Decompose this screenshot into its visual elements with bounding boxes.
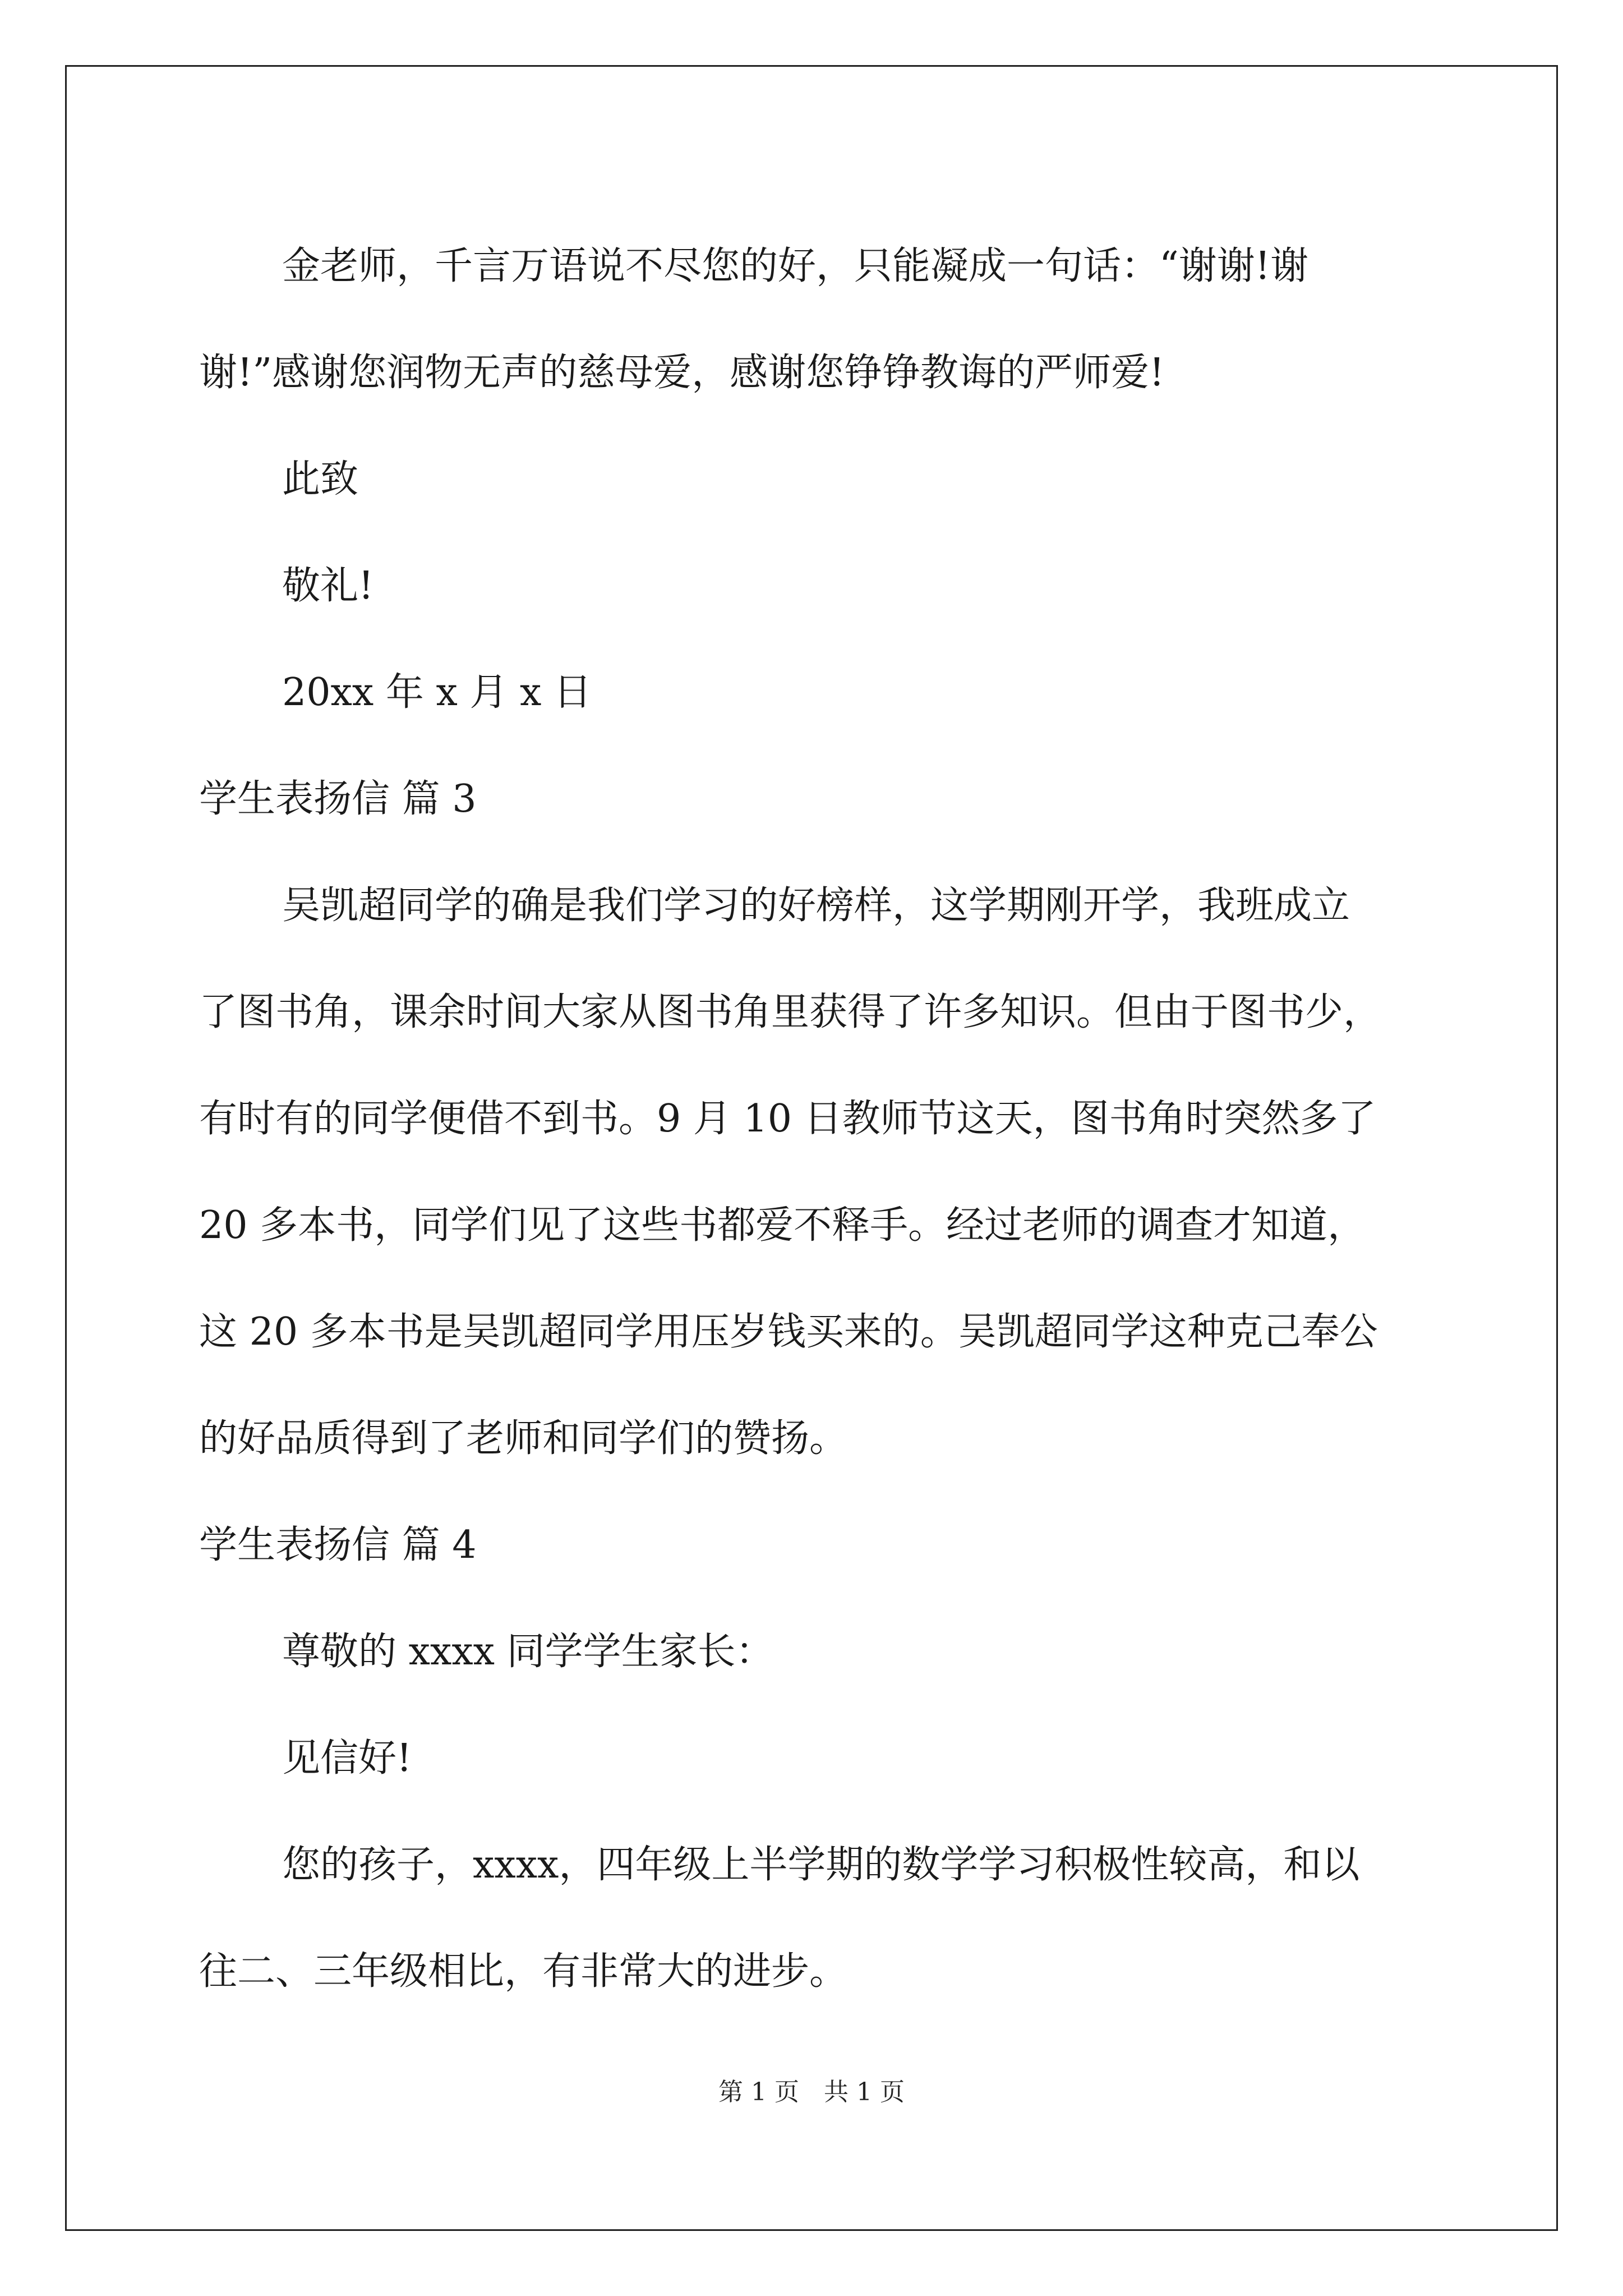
paragraph-line: 吴凯超同学的确是我们学习的好榜样，这学期刚开学，我班成立 — [282, 884, 1350, 928]
paragraph-line: 您的孩子，xxxx，四年级上半学期的数学学习积极性较高，和以 — [282, 1843, 1360, 1887]
closing-line: 此致 — [282, 457, 359, 501]
paragraph-line: 20 多本书，同学们见了这些书都爱不释手。经过老师的调查才知道， — [199, 1203, 1366, 1248]
document-body — [199, 213, 1450, 2025]
section-heading: 学生表扬信 篇 4 — [199, 1523, 477, 1567]
paragraph-line: 的好品质得到了老师和同学们的赞扬。 — [199, 1416, 848, 1461]
greeting-line: 见信好! — [282, 1736, 412, 1780]
paragraph-line: 谢!”感谢您润物无声的慈母爱，感谢您铮铮教诲的严师爱! — [199, 351, 1165, 395]
paragraph-line: 往二、三年级相比，有非常大的进步。 — [199, 1949, 848, 1994]
page-number-footer: 第 1 页 共 1 页 — [718, 2078, 905, 2106]
closing-salute: 敬礼! — [282, 564, 374, 608]
paragraph-line: 了图书角，课余时间大家从图书角里获得了许多知识。但由于图书少， — [199, 990, 1382, 1034]
section-heading: 学生表扬信 篇 3 — [199, 777, 477, 821]
paragraph-line: 这 20 多本书是吴凯超同学用压岁钱买来的。吴凯超同学这种克己奉公 — [199, 1310, 1378, 1354]
letter-date: 20xx 年 x 月 x 日 — [282, 670, 592, 715]
paragraph-line: 金老师，千言万语说不尽您的好，只能凝成一句话：“谢谢!谢 — [282, 244, 1309, 288]
paragraph-line: 有时有的同学便借不到书。9 月 10 日教师节这天，图书角时突然多了 — [199, 1097, 1376, 1141]
salutation-line: 尊敬的 xxxx 同学学生家长： — [282, 1630, 774, 1674]
